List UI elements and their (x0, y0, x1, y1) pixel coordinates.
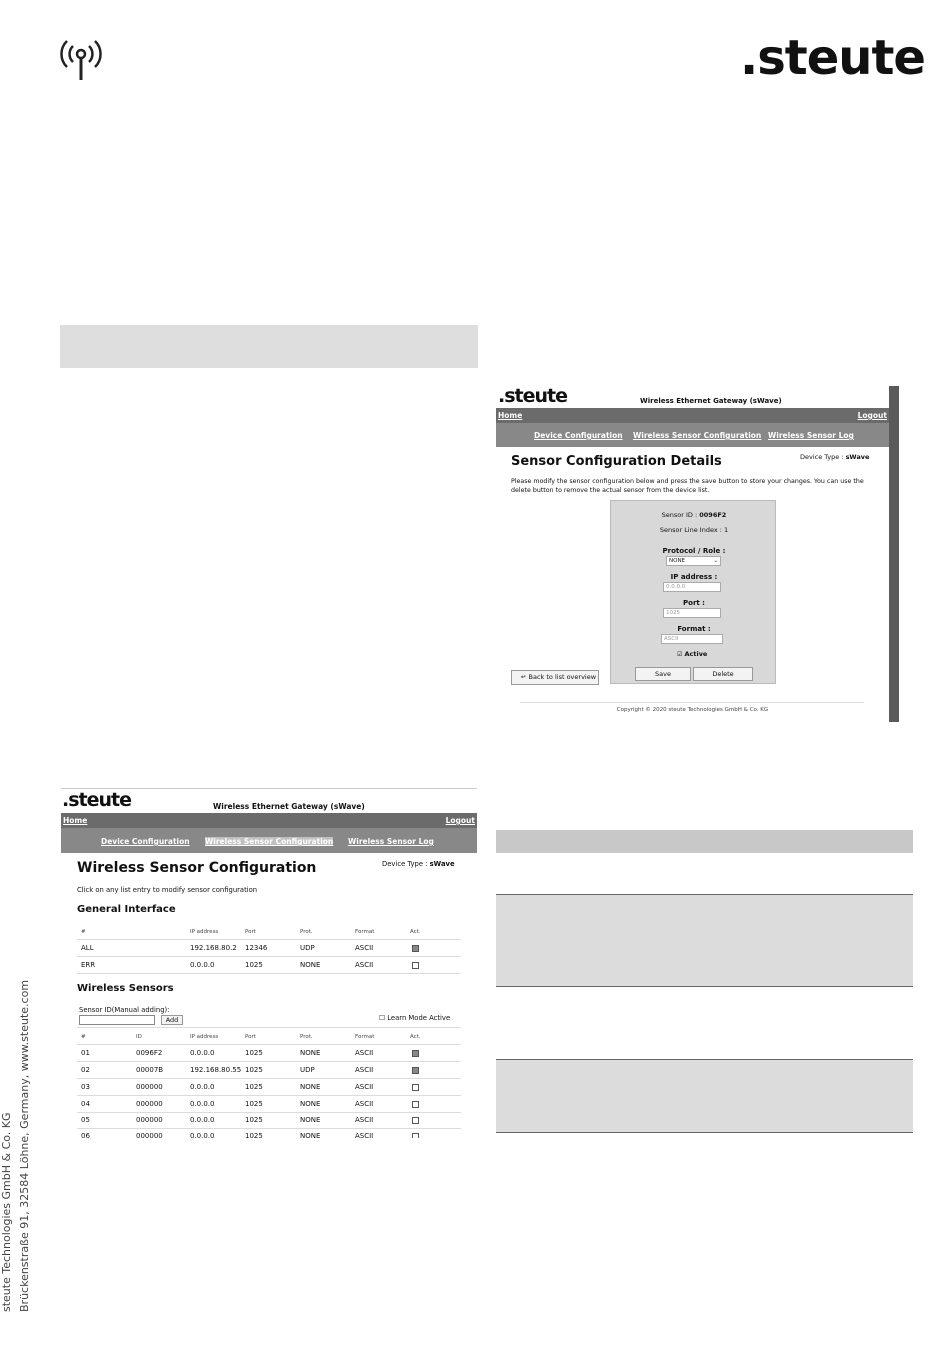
manual-add-label: Sensor ID(Manual adding): (79, 1006, 170, 1014)
general-col-ip: IP address (190, 929, 219, 935)
cell: 12346 (245, 944, 268, 952)
nav-wireless-sensor-log[interactable]: Wireless Sensor Log (348, 837, 434, 846)
logout-link[interactable]: Logout (857, 411, 887, 420)
cell: 000000 (136, 1083, 163, 1091)
cell: 0.0.0.0 (190, 1132, 215, 1138)
nav-device-configuration[interactable]: Device Configuration (534, 431, 623, 440)
cell: ASCII (355, 1116, 374, 1124)
nav-device-configuration[interactable]: Device Configuration (101, 837, 190, 846)
device-type-value: sWave (845, 453, 870, 461)
active-checkbox[interactable] (412, 1133, 419, 1138)
cell: 0.0.0.0 (190, 1116, 215, 1124)
learn-mode-toggle[interactable] (379, 1014, 450, 1022)
screenshot-sensor-details (496, 386, 899, 722)
delete-button[interactable]: Delete (693, 667, 753, 681)
screen-logo: .steute (62, 789, 131, 811)
divider (77, 973, 461, 974)
sensor-col-ip: IP address (190, 1034, 219, 1040)
info-row-2 (496, 895, 913, 987)
section-bar (60, 325, 478, 368)
cell: NONE (300, 1132, 321, 1138)
screen-title: Wireless Ethernet Gateway (sWave) (640, 397, 782, 405)
cell: ASCII (355, 1066, 374, 1074)
info-table (496, 830, 913, 1134)
cell: 03 (81, 1083, 90, 1091)
port-input[interactable]: 1025 (663, 608, 721, 618)
device-type-label: Device Type : (800, 453, 844, 461)
sensor-col-act: Act. (410, 1034, 421, 1040)
active-checkbox[interactable] (412, 1101, 419, 1108)
cell: 0.0.0.0 (190, 1049, 215, 1057)
page-hint: Click on any list entry to modify sensor configuration (77, 886, 258, 894)
cell: ASCII (355, 961, 374, 969)
save-button[interactable]: Save (635, 667, 691, 681)
active-label: Active (684, 650, 708, 658)
divider (77, 1078, 461, 1079)
cell: 05 (81, 1116, 90, 1124)
top-bar (496, 408, 889, 423)
sensor-id-value: 0096F2 (699, 511, 727, 519)
sensor-col-id: ID (136, 1034, 142, 1040)
active-checkbox[interactable] (412, 1117, 419, 1124)
nav-wireless-sensor-configuration[interactable]: Wireless Sensor Configuration (205, 837, 334, 846)
add-button[interactable]: Add (161, 1015, 183, 1025)
divider (77, 1128, 461, 1129)
general-col-format: Format (355, 929, 375, 935)
cell: ASCII (355, 1100, 374, 1108)
format-label: Format : (677, 625, 711, 633)
cell: 02 (81, 1066, 90, 1074)
cell: 01 (81, 1049, 90, 1057)
active-checkbox[interactable] (412, 962, 419, 969)
sensor-line-index: Sensor Line Index : 1 (659, 526, 729, 534)
page-heading: Wireless Sensor Configuration (77, 860, 317, 876)
cell: UDP (300, 944, 315, 952)
cell: 04 (81, 1100, 90, 1108)
cell: NONE (300, 961, 321, 969)
screenshot-sensor-list (61, 788, 477, 1138)
info-row-3 (496, 987, 913, 1060)
cell: 1025 (245, 1049, 263, 1057)
cell: 0.0.0.0 (190, 1083, 215, 1091)
nav-bar (496, 423, 889, 447)
sensor-form-panel (610, 500, 776, 684)
cell: 000000 (136, 1100, 163, 1108)
nav-wireless-sensor-configuration[interactable]: Wireless Sensor Configuration (633, 431, 762, 440)
divider (77, 1095, 461, 1096)
cell: 0.0.0.0 (190, 1100, 215, 1108)
cell: 000000 (136, 1132, 163, 1138)
company-address: Brückenstraße 91, 32584 Löhne, Germany, www.steute.com (18, 979, 31, 1312)
screen-title: Wireless Ethernet Gateway (sWave) (213, 802, 365, 811)
active-checkbox[interactable] (412, 1067, 419, 1074)
cell: ALL (81, 944, 94, 952)
learn-mode-label: Learn Mode Active (387, 1014, 451, 1022)
cell: 1025 (245, 961, 263, 969)
active-checkbox-row[interactable] (677, 650, 707, 658)
active-checkbox[interactable] (412, 945, 419, 952)
nav-wireless-sensor-log[interactable]: Wireless Sensor Log (768, 431, 854, 440)
cell: 06 (81, 1132, 90, 1138)
cell: NONE (300, 1116, 321, 1124)
footer-divider (520, 702, 864, 703)
wireless-antenna-icon (58, 36, 104, 82)
info-table-header (496, 830, 913, 853)
cell: 00007B (136, 1066, 164, 1074)
return-arrow-icon: ↵ (521, 673, 527, 681)
divider (77, 1061, 461, 1062)
cell: ASCII (355, 1132, 374, 1138)
cell: NONE (300, 1083, 321, 1091)
protocol-select[interactable] (666, 556, 721, 566)
cell: 1025 (245, 1116, 263, 1124)
cell: ERR (81, 961, 96, 969)
sensor-col-prot: Prot. (300, 1034, 313, 1040)
company-name: steute Technologies GmbH & Co. KG (0, 1112, 13, 1312)
port-label: Port : (683, 599, 705, 607)
cell: ASCII (355, 1049, 374, 1057)
sensor-col-index: # (81, 1034, 86, 1040)
device-type-label: Device Type : (382, 860, 428, 868)
device-type (382, 860, 455, 868)
wireless-sensors-heading: Wireless Sensors (77, 983, 174, 994)
cell: 1025 (245, 1083, 263, 1091)
format-input[interactable]: ASCII (661, 634, 723, 644)
top-bar (61, 813, 477, 828)
sensor-id (611, 511, 777, 519)
home-link[interactable]: Home (63, 816, 88, 825)
steute-logo: .steute (740, 30, 925, 86)
general-col-act: Act. (410, 929, 421, 935)
back-to-list-button[interactable] (511, 670, 599, 685)
info-row-4 (496, 1060, 913, 1133)
ip-address-input[interactable]: 0.0.0.0 (663, 582, 721, 592)
cell: 1025 (245, 1100, 263, 1108)
cell: ASCII (355, 944, 374, 952)
divider (77, 1027, 461, 1028)
device-type-value: sWave (429, 860, 455, 868)
general-col-port: Port (245, 929, 256, 935)
divider (77, 956, 461, 957)
device-type (800, 453, 869, 461)
logout-link[interactable]: Logout (445, 816, 475, 825)
cell: NONE (300, 1100, 321, 1108)
info-row-1 (496, 854, 913, 895)
sensor-id-input[interactable] (79, 1015, 155, 1025)
cell: 192.168.80.55 (190, 1066, 242, 1074)
general-col-index: # (81, 929, 86, 935)
cell: UDP (300, 1066, 315, 1074)
sensor-id-label: Sensor ID : (661, 511, 698, 519)
page-heading: Sensor Configuration Details (511, 454, 722, 469)
cell: 192.168.80.2 (190, 944, 237, 952)
general-interface-heading: General Interface (77, 904, 176, 915)
copyright: Copyright © 2020 steute Technologies GmbH & Co. KG (616, 707, 769, 713)
chevron-down-icon: ⌄ (713, 558, 718, 564)
active-checkbox[interactable] (412, 1050, 419, 1057)
sensor-col-port: Port (245, 1034, 256, 1040)
screen-logo: .steute (498, 385, 567, 407)
divider (77, 1044, 461, 1045)
scrollbar[interactable] (889, 386, 899, 722)
page-description: Please modify the sensor configuration below and press the save button to store your changes. You can use the delete button to remove the actual sensor from the device list. (511, 478, 864, 494)
checkbox-unchecked-icon[interactable]: ☐ (379, 1014, 386, 1022)
back-to-list-label: Back to list overview (528, 673, 597, 681)
cell: 1025 (245, 1066, 263, 1074)
ip-address-label: IP address : (670, 573, 718, 581)
cell: 0.0.0.0 (190, 961, 215, 969)
general-col-prot: Prot. (300, 929, 313, 935)
cell: 0096F2 (136, 1049, 163, 1057)
cell: NONE (300, 1049, 321, 1057)
cell: ASCII (355, 1083, 374, 1091)
nav-bar (61, 828, 477, 853)
active-checkbox[interactable] (412, 1084, 419, 1091)
cell: 1025 (245, 1132, 263, 1138)
divider (77, 939, 461, 940)
protocol-label: Protocol / Role : (662, 547, 726, 555)
home-link[interactable]: Home (498, 411, 523, 420)
cell: 000000 (136, 1116, 163, 1124)
checkbox-checked-icon[interactable]: ☑ (677, 651, 683, 658)
protocol-select-value: NONE (669, 558, 686, 564)
sensor-col-format: Format (355, 1034, 375, 1040)
divider (77, 1112, 461, 1113)
